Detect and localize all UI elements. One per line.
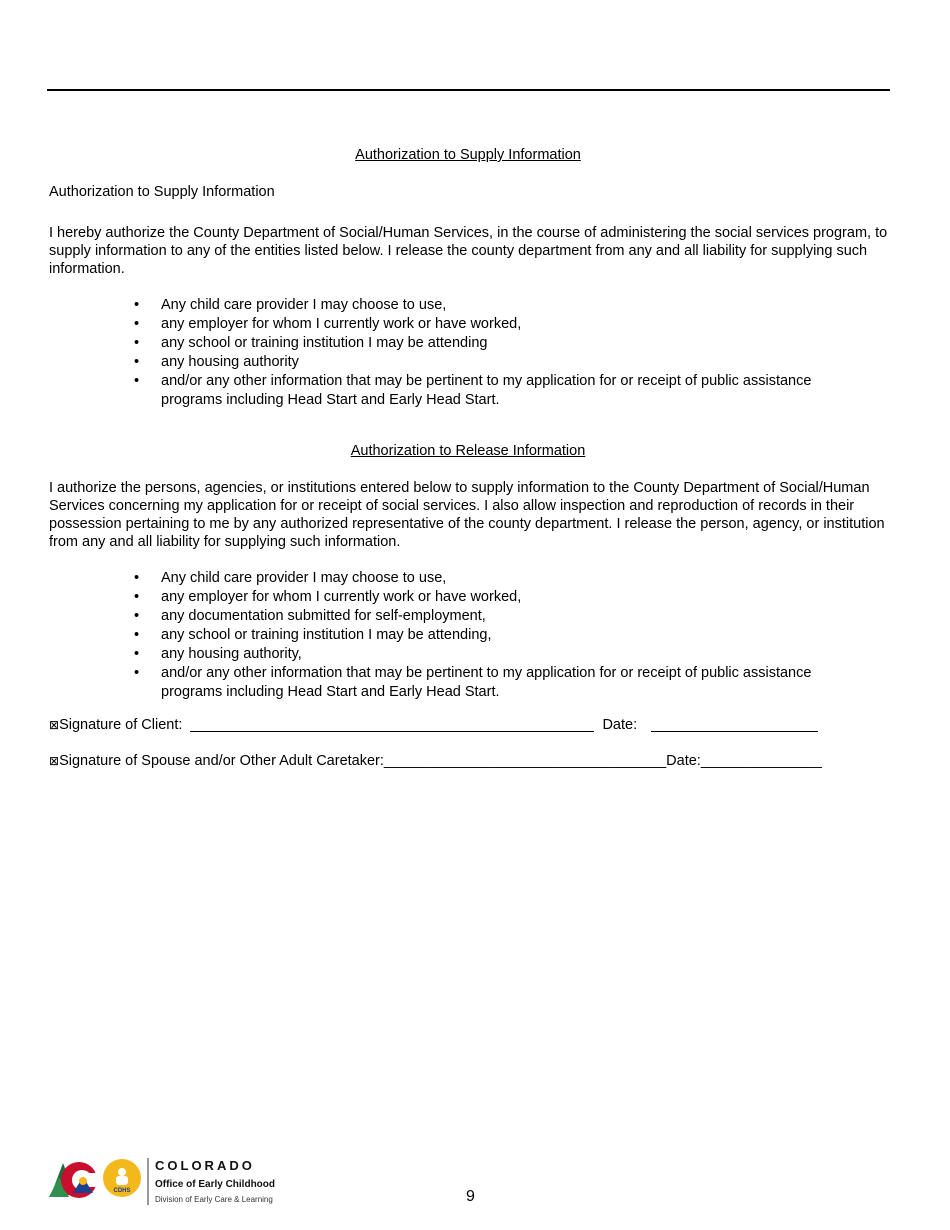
spouse-date-label[interactable]: Date:_______________ [666,753,822,769]
top-rule [47,89,890,91]
bullet-icon: • [134,335,140,351]
logo-line1: Office of Early Childhood [155,1179,276,1190]
list-item: • any documentation submitted for self-employment, [134,608,486,624]
supply-heading: Authorization to Supply Information [355,147,581,163]
client-date-field[interactable] [651,717,818,732]
logo-badge-text: CDHS [113,1188,131,1194]
list-item: • Any child care provider I may choose to use, [134,570,447,586]
release-paragraph: I authorize the persons, agencies, or institutions entered below to supply information to the County Department of Social/Human Services concerning my application for or receipt of social services. I also allow inspection and reproduction of records in their possession pertaining to me by any authorized representative of the county department. I release the person, agency, or institution from any and all liability for supplying such information. [49,480,885,550]
bullet-icon: • [134,608,140,624]
bullet-icon: • [134,589,140,605]
page-number: 9 [466,1188,475,1205]
bullet-icon: • [134,627,140,643]
bullet-icon: • [134,570,140,586]
list-item: • Any child care provider I may choose to use, [134,297,447,313]
checkbox-icon[interactable]: ⊠ [49,754,60,768]
bullet-icon: • [134,297,140,313]
supply-list [134,296,861,410]
list-item: • and/or any other information that may be pertinent to my application for or receipt of public assistance programs including Head Start and Early Head Start. [134,665,812,700]
checkbox-icon[interactable]: ⊠ [49,718,60,732]
list-item: • any employer for whom I currently work or have worked, [134,316,522,332]
bullet-icon: • [134,354,140,370]
bullet-icon: • [134,665,140,681]
list-item: • any school or training institution I may be attending, [134,627,492,643]
list-item: • any housing authority, [134,646,302,662]
spouse-signature-label[interactable]: Signature of Spouse and/or Other Adult Caretaker:___________________________________ [59,753,667,769]
supply-paragraph: I hereby authorize the County Department of Social/Human Services, in the course of administering the social services program, to supply information to any of the entities listed below. I release the county department from any and all liability for supplying such information. [49,225,888,277]
list-item: • and/or any other information that may be pertinent to my application for or receipt of public assistance programs including Head Start and Early Head Start. [134,373,812,408]
logo-line2: Division of Early Care & Learning [155,1195,273,1204]
release-heading: Authorization to Release Information [350,443,586,459]
client-signature-label: Signature of Client: [59,717,183,733]
bullet-icon: • [134,646,140,662]
list-item: • any housing authority [134,354,299,370]
client-signature-field[interactable] [190,717,594,732]
list-item: • any employer for whom I currently work or have worked, [134,589,522,605]
bullet-icon: • [134,373,140,389]
supply-subheading: Authorization to Supply Information [49,184,275,200]
colorado-oec-logo [49,1155,309,1210]
release-list [134,569,861,702]
logo-title: COLORADO [155,1158,255,1173]
list-item: • any school or training institution I may be attending [134,335,488,351]
bullet-icon: • [134,316,140,332]
client-signature-row [49,717,818,733]
spouse-signature-row [49,753,822,769]
client-date-label: Date: [602,717,638,733]
